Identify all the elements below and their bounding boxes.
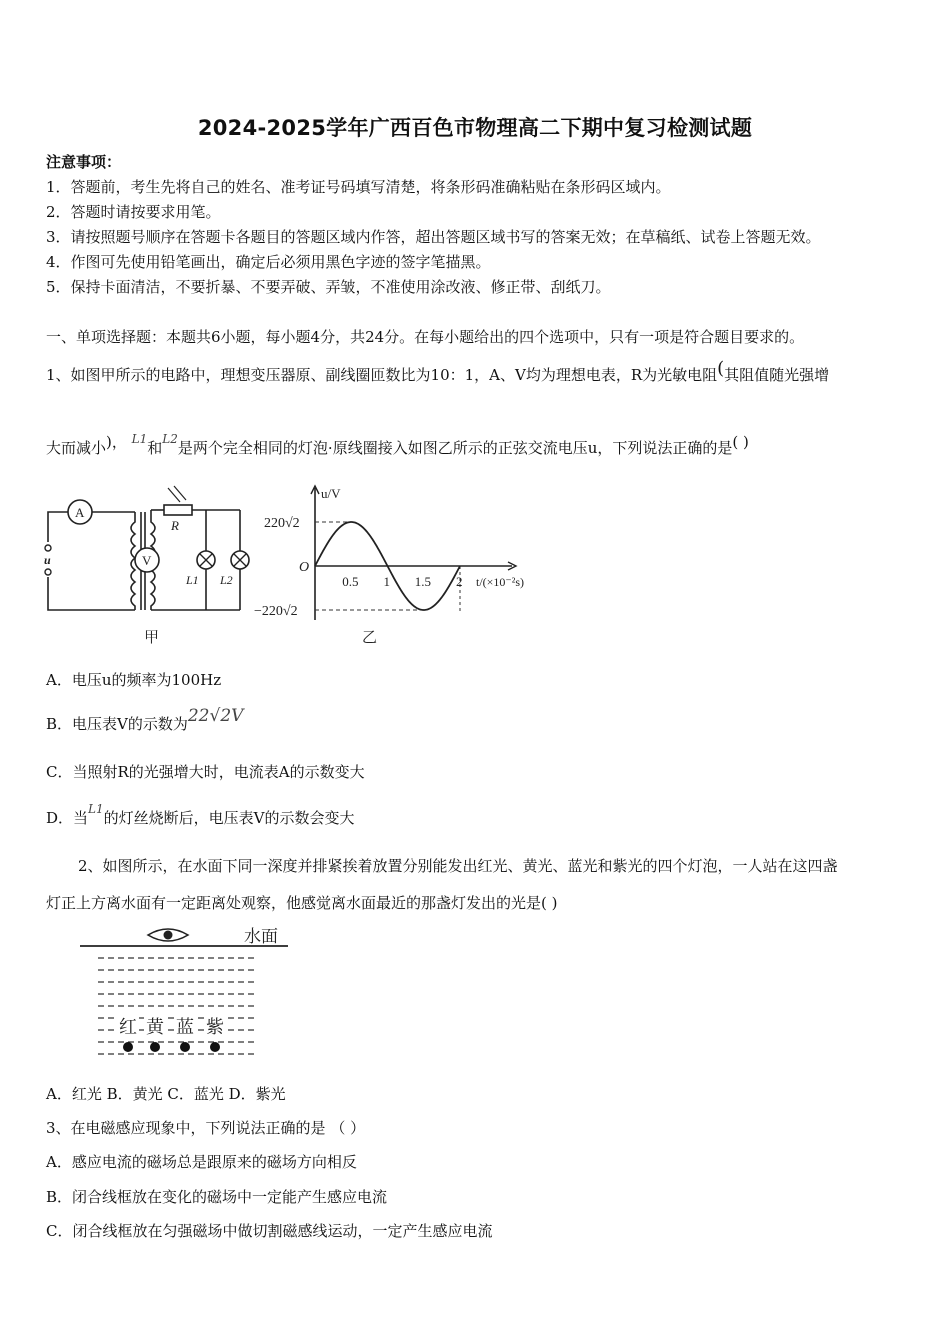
x-axis-label: t/(×10⁻²s) [476, 575, 525, 589]
q1-option-b-text: B．电压表V的示数为 [46, 715, 188, 733]
y-max-label: 220√2 [264, 516, 300, 531]
q1-option-d-symbol: L1 [88, 802, 104, 816]
notice-heading: 注意事项： [46, 153, 122, 171]
x-tick-label: 2 [456, 574, 463, 589]
ammeter-label: A [75, 505, 85, 520]
q1-stem-a: 大而减小 [46, 439, 107, 457]
section-heading: 一、单项选择题：本题共6小题，每小题4分，共24分。在每小题给出的四个选项中，只有一项是符合题目要求的。 [46, 328, 805, 346]
water-diagram [78, 922, 293, 1067]
q1-paren-open: ( [717, 358, 725, 379]
notice-item: 5．保持卡面清洁，不要折暴、不要弄破、弄皱，不准使用涂改液、修正带、刮纸刀。 [46, 278, 611, 296]
notice-item: 1．答题前，考生先将自己的姓名、准考证号码填写清楚，将条形码准确粘贴在条形码区域内。 [46, 178, 671, 196]
source-terminal [45, 569, 51, 575]
resistor-label: R [171, 518, 179, 533]
q1-option-b [46, 706, 244, 734]
q2-options: A．红光 B．黄光 C．蓝光 D．紫光 [46, 1085, 286, 1103]
q1-l2-symbol: L2 [162, 432, 178, 446]
q1-answer-blank: ( ) [732, 433, 749, 451]
figure-a-label: 甲 [144, 630, 160, 646]
source-label: u [44, 553, 51, 567]
q1-l1-symbol: L1 [131, 432, 148, 446]
lamp-color-label: 黄 [146, 1017, 164, 1037]
q2-stem-line1: 2、如图所示，在水面下同一深度并排紧挨着放置分别能发出红光、黄光、蓝光和紫光的四个灯泡，一人站在这四盏 [78, 857, 838, 875]
q1-option-d [46, 802, 355, 829]
y-axis-label: u/V [321, 486, 341, 501]
notice-item: 3．请按照题号顺序在答题卡各题目的答题区域内作答，超出答题区域书写的答案无效；在草稿纸、试卷上答题无效。 [46, 228, 821, 246]
photoresistor [164, 505, 192, 515]
notice-item: 2．答题时请按要求用笔。 [46, 203, 221, 221]
x-tick-label: 1.5 [414, 574, 431, 589]
lamp-color-label: 紫 [206, 1017, 224, 1037]
q3-option-a: A．感应电流的磁场总是跟原来的磁场方向相反 [46, 1153, 357, 1171]
y-min-label: −220√2 [254, 604, 298, 619]
q1-option-d-b: 的灯丝烧断后，电压表V的示数会变大 [103, 809, 355, 827]
q1-and: 和 [147, 439, 163, 457]
notice-item: 4．作图可先使用铅笔画出，确定后必须用黑色字迹的签字笔描黑。 [46, 253, 491, 271]
x-tick-label: 1 [383, 574, 390, 589]
q3-option-b: B．闭合线框放在变化的磁场中一定能产生感应电流 [46, 1188, 388, 1206]
lamp-l1-label: L1 [186, 573, 199, 587]
origin-label: O [299, 560, 310, 575]
q1-stem-text: 1、如图甲所示的电路中，理想变压器原、副线圈匝数比为10：1，A、V均为理想电表，R为光敏电阻 [46, 366, 718, 384]
page-title: 2024-2025学年广西百色市物理高二下期中复习检测试题 [197, 116, 753, 140]
lamp-bulb [210, 1042, 220, 1052]
lamp-bulb [123, 1042, 133, 1052]
q1-option-c: C．当照射R的光强增大时，电流表A的示数变大 [46, 763, 365, 781]
q1-stem-b: 是两个完全相同的灯泡 [177, 439, 328, 457]
lamp-color-label: 红 [119, 1017, 137, 1037]
q3-stem: 3、在电磁感应现象中，下列说法正确的是 （ ） [46, 1119, 366, 1137]
x-tick-label: 0.5 [342, 574, 359, 589]
voltage-chart [250, 480, 550, 655]
q1-option-a: A．电压u的频率为100Hz [46, 671, 222, 689]
q1-stem-line2: 大而减小)， $^{L1}$和$^{L2}$是两个完全相同的灯泡·原线圈接入如图乙所示的正弦交流电压u，下列说法正确的是( ) [46, 432, 749, 457]
q2-stem-line2: 灯正上方离水面有一定距离处观察，他感觉离水面最近的那盏灯发出的光是( ) [46, 894, 558, 912]
q1-stem-c: 原线圈接入如图乙所示的正弦交流电压u，下列说法正确的是 [332, 439, 733, 457]
lamp-color-label: 蓝 [176, 1017, 194, 1037]
lamp-bulb [150, 1042, 160, 1052]
q1-stem-tail: 其阻值随光强增 [724, 366, 830, 384]
q1-paren-close: )， [106, 433, 127, 451]
voltmeter-label: V [142, 553, 152, 568]
q1-option-d-a: D．当 [46, 809, 89, 827]
water-surface-label: 水面 [244, 927, 278, 946]
q1-option-b-value: 22√2V [187, 706, 244, 726]
source-terminal [45, 545, 51, 551]
q3-option-c: C．闭合线框放在匀强磁场中做切割磁感线运动，一定产生感应电流 [46, 1222, 493, 1240]
q1-stem-line1 [46, 358, 830, 385]
figure-b-label: 乙 [362, 630, 378, 646]
lamp-bulb [180, 1042, 190, 1052]
lamp-l2-label: L2 [220, 573, 233, 587]
circuit-diagram [40, 482, 270, 652]
